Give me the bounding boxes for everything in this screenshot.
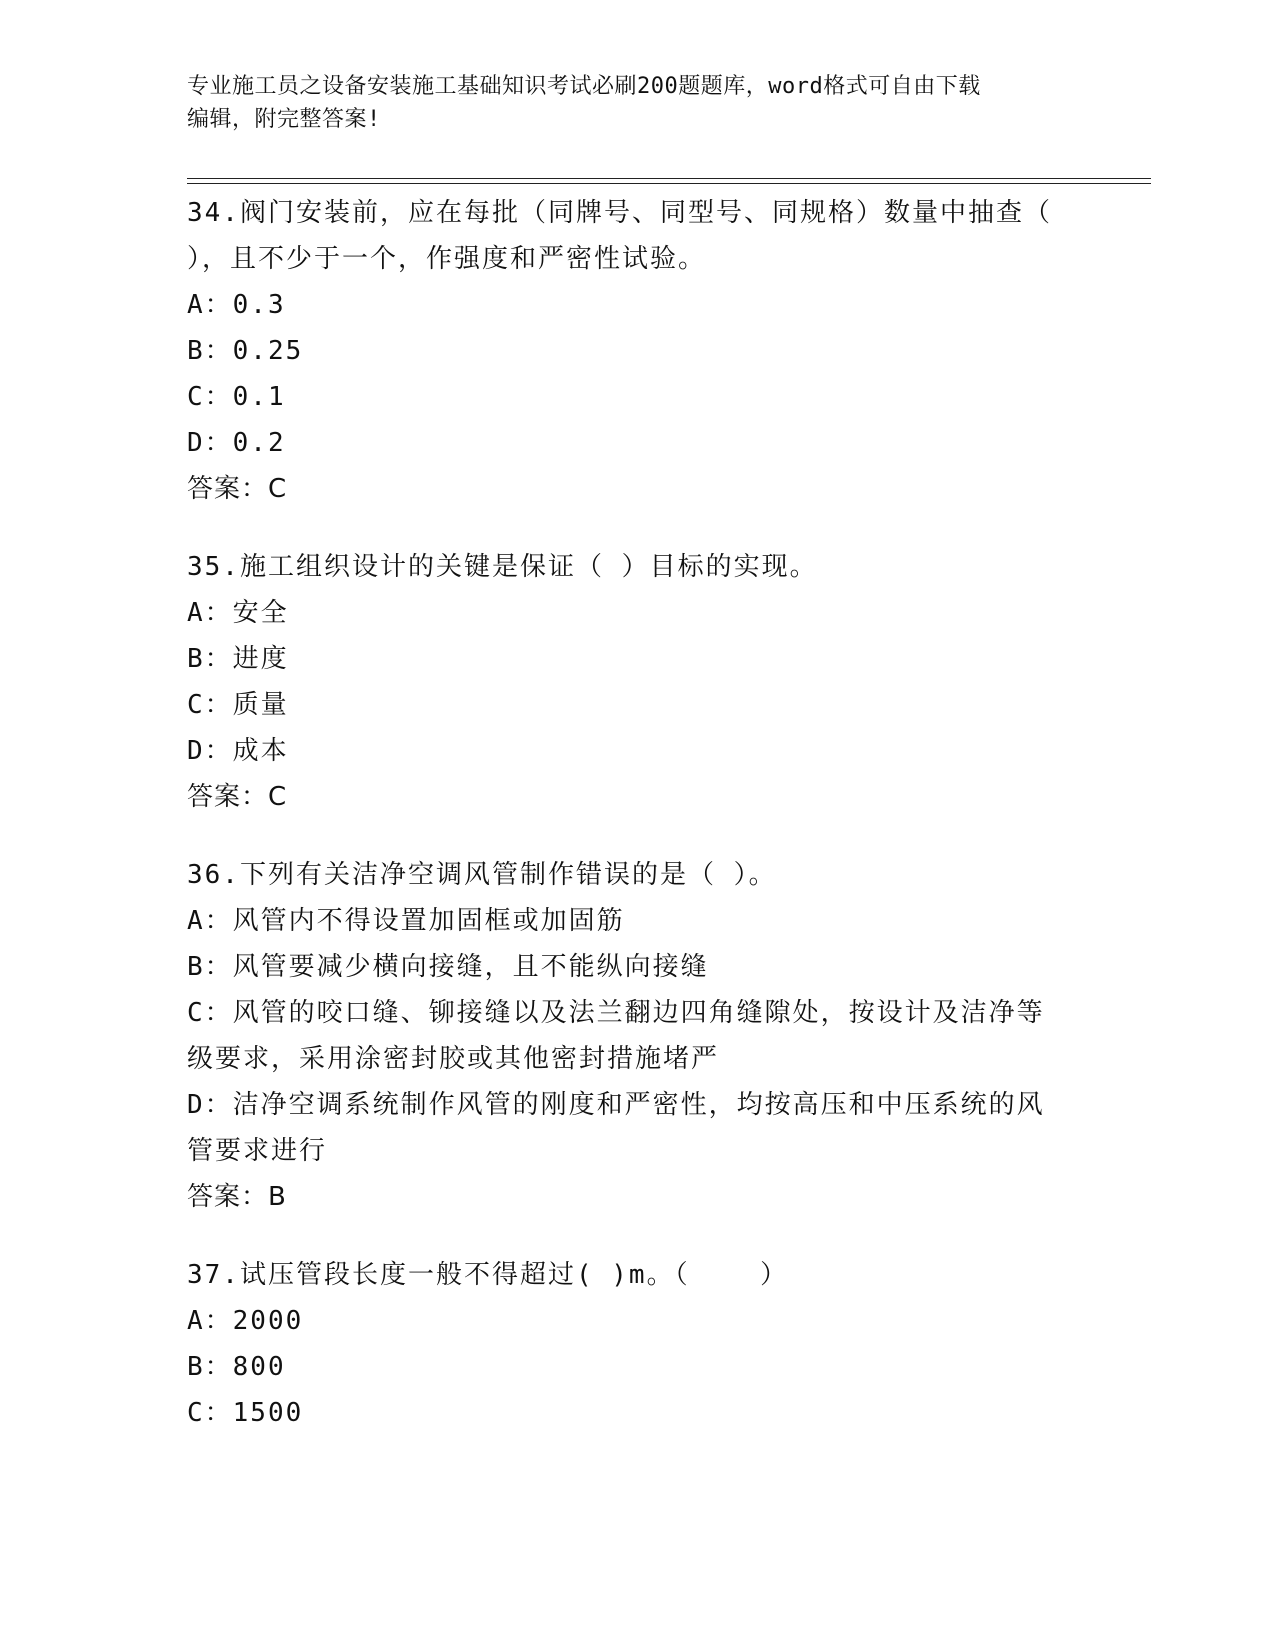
option-line: D：成本 — [187, 736, 289, 766]
header-line-1: 专业施工员之设备安装施工基础知识考试必刷200题题库，word格式可自由下载 — [187, 74, 981, 99]
option-line: C：质量 — [187, 690, 289, 720]
option-line: A：0.3 — [187, 290, 286, 320]
header-divider-top — [187, 178, 1151, 179]
question-item — [187, 190, 1087, 512]
option-line: C：0.1 — [187, 382, 286, 412]
option-line: D：洁净空调系统制作风管的刚度和严密性，均按高压和中压系统的风 — [187, 1090, 1045, 1120]
option-line: C：1500 — [187, 1398, 304, 1428]
question-item — [187, 1252, 1087, 1436]
option-line: A：2000 — [187, 1306, 304, 1336]
question-stem-line: 34.阀门安装前，应在每批（同牌号、同型号、同规格）数量中抽查（ — [187, 198, 1052, 228]
question-stem-line: 36.下列有关洁净空调风管制作错误的是（ ）。 — [187, 860, 777, 890]
option-line: B：0.25 — [187, 336, 304, 366]
option-line: B：进度 — [187, 644, 289, 674]
answer-line: 答案：B — [187, 1182, 287, 1212]
question-list — [187, 190, 1087, 1468]
answer-line: 答案：C — [187, 474, 288, 504]
question-item — [187, 544, 1087, 820]
header-divider-bottom — [187, 183, 1151, 184]
question-stem-line: 35.施工组织设计的关键是保证（ ）目标的实现。 — [187, 552, 818, 582]
option-line: A：风管内不得设置加固框或加固筋 — [187, 906, 625, 936]
option-line: D：0.2 — [187, 428, 286, 458]
option-line: 级要求，采用涂密封胶或其他密封措施堵严 — [187, 1044, 720, 1074]
document-header — [187, 70, 1087, 136]
option-line: 管要求进行 — [187, 1136, 328, 1166]
option-line: C：风管的咬口缝、铆接缝以及法兰翻边四角缝隙处，按设计及洁净等 — [187, 998, 1045, 1028]
question-stem-line: 37.试压管段长度一般不得超过( )m。（ ） — [187, 1260, 789, 1290]
question-stem-line: ），且不少于一个，作强度和严密性试验。 — [187, 244, 707, 274]
option-line: B：风管要减少横向接缝，且不能纵向接缝 — [187, 952, 709, 982]
question-item — [187, 852, 1087, 1220]
option-line: B：800 — [187, 1352, 286, 1382]
option-line: A：安全 — [187, 598, 289, 628]
answer-line: 答案：C — [187, 782, 288, 812]
header-line-2: 编辑，附完整答案! — [187, 107, 381, 132]
